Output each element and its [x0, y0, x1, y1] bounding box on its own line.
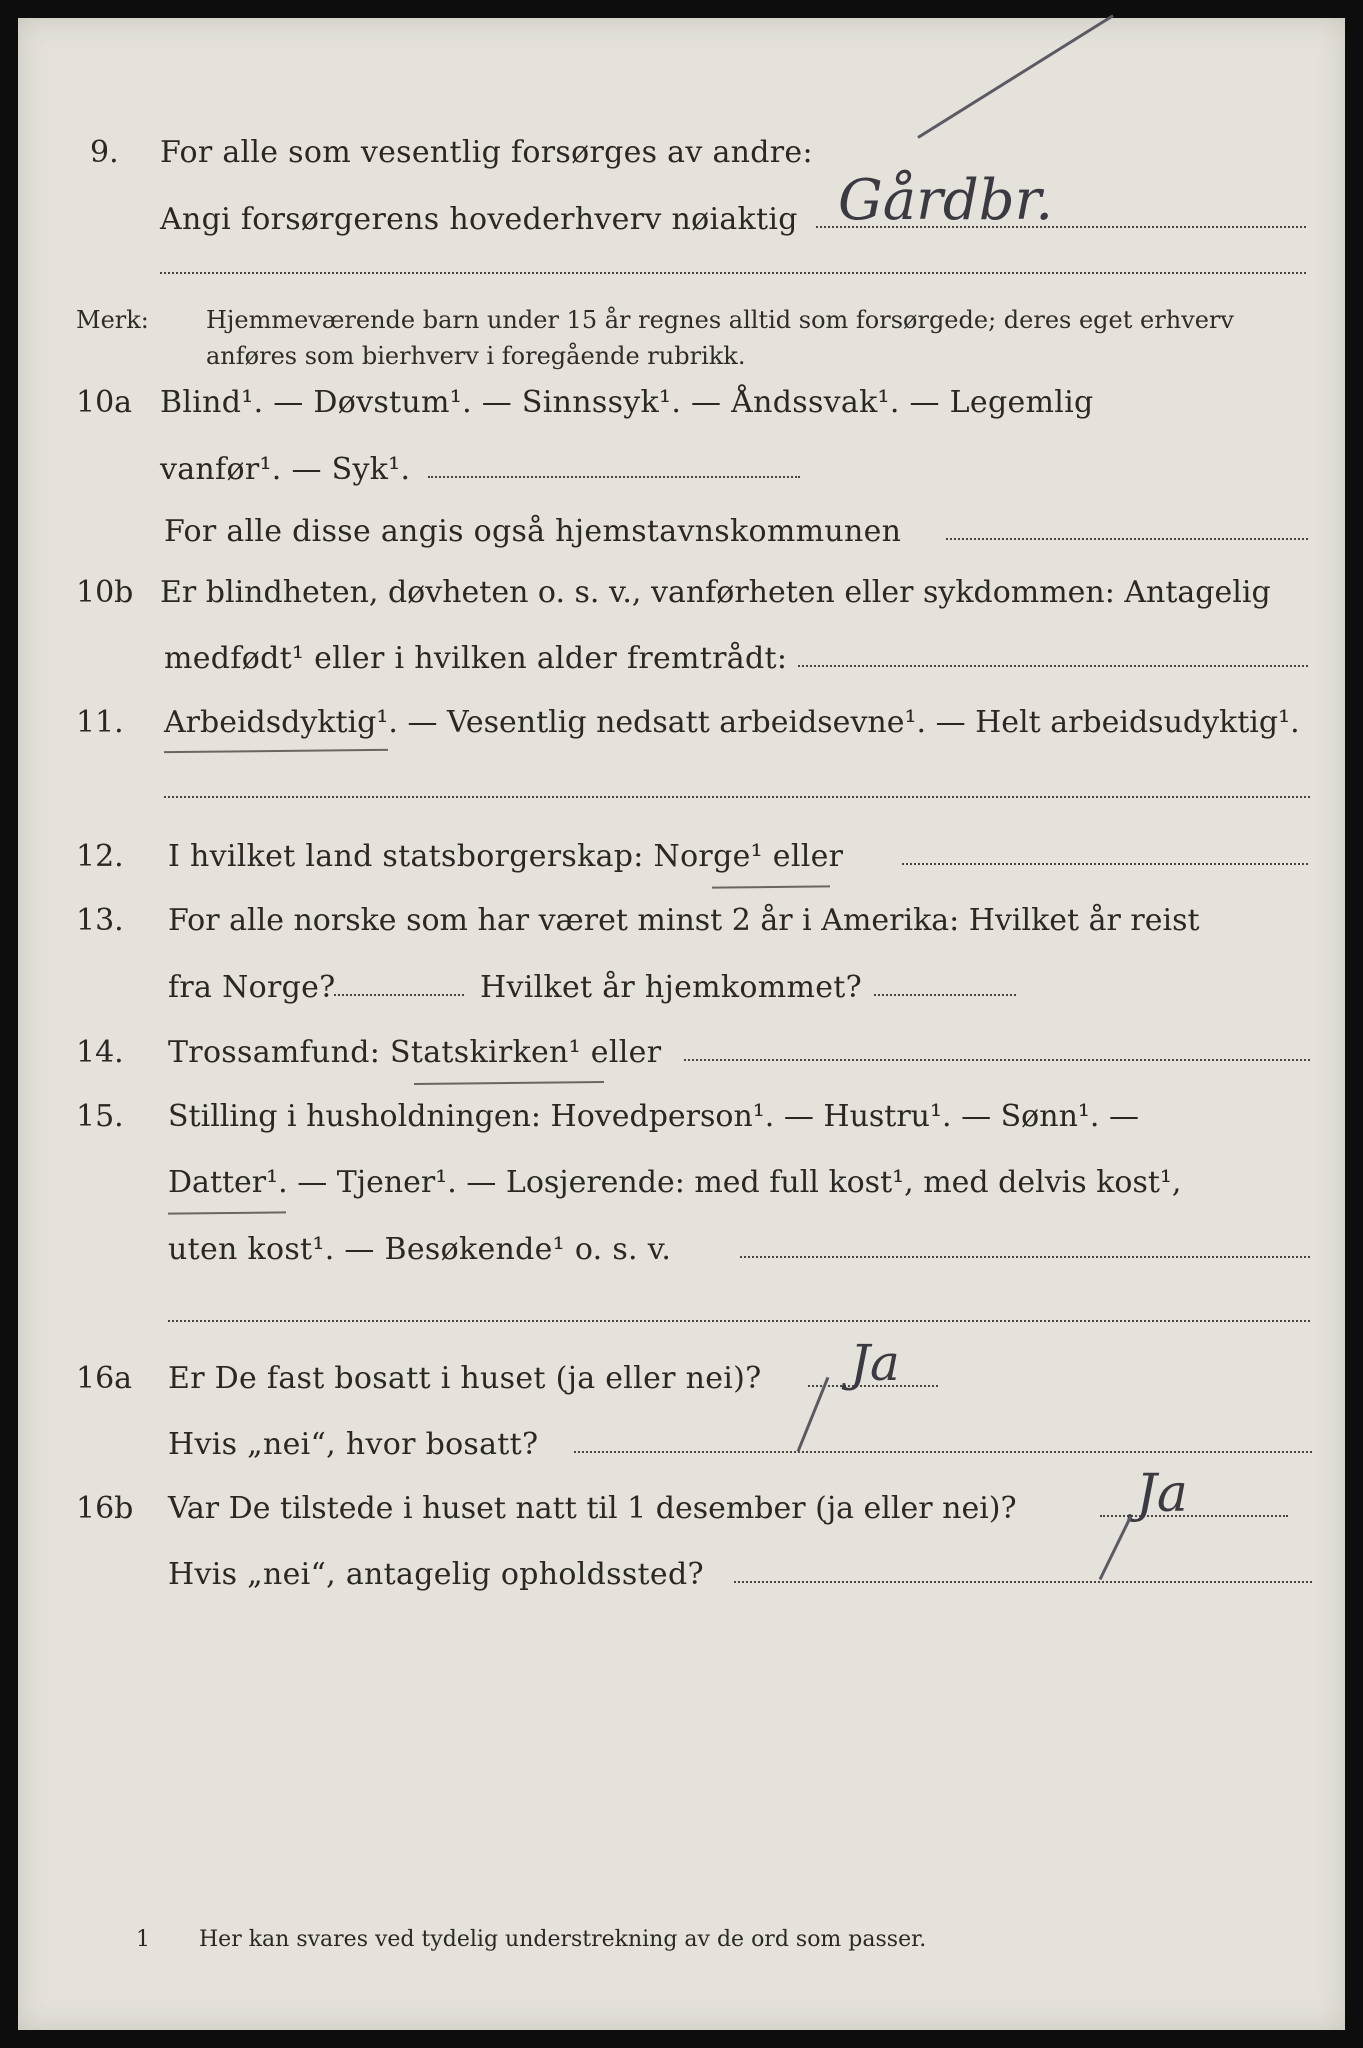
question-10b-row-2	[18, 636, 1345, 682]
note-label: Merk:	[76, 306, 149, 334]
answer-line	[168, 1320, 1310, 1322]
footnote-text: Her kan svares ved tydelig understrekning av de ord som passer.	[199, 1927, 927, 1952]
answer-line	[798, 665, 1308, 667]
question-16a-row-1	[18, 1356, 1345, 1402]
question-13-row-1	[18, 898, 1345, 944]
selection-underline	[168, 1211, 286, 1214]
question-number: 11.	[76, 705, 124, 740]
question-text: Hvis „nei“, hvor bosatt?	[168, 1427, 539, 1462]
handwritten-answer: Ja	[1136, 1464, 1188, 1524]
question-number: 10b	[76, 575, 134, 610]
census-form-page	[18, 18, 1345, 2030]
question-10a-row-1	[18, 380, 1345, 426]
question-number: 16b	[76, 1491, 134, 1526]
pen-stroke	[917, 14, 1114, 138]
question-number: 13.	[76, 903, 124, 938]
selection-underline	[712, 885, 830, 888]
question-text: medfødt¹ eller i hvilken alder fremtrådt:	[164, 641, 788, 676]
selection-underline	[164, 749, 388, 753]
question-number: 15.	[76, 1099, 124, 1134]
question-number: 16a	[76, 1361, 133, 1396]
question-text: I hvilket land statsborgerskap: Norge¹ eller	[168, 839, 844, 874]
answer-line	[946, 538, 1308, 540]
answer-line	[902, 863, 1308, 865]
answer-line	[740, 1256, 1310, 1258]
answer-line	[428, 476, 800, 478]
question-text: Er De fast bosatt i huset (ja eller nei)?	[168, 1361, 762, 1396]
question-number: 12.	[76, 839, 124, 874]
question-text: Hvis „nei“, antagelig opholdssted?	[168, 1557, 704, 1592]
footnote	[136, 1925, 926, 1955]
question-text: For alle norske som har været minst 2 år i Amerika: Hvilket år reist	[168, 903, 1200, 938]
question-text: For alle som vesentlig forsørges av andre:	[160, 135, 813, 170]
question-16b-row-2	[18, 1552, 1345, 1598]
question-text: uten kost¹. — Besøkende¹ o. s. v.	[168, 1232, 672, 1267]
question-text: Datter¹. — Tjener¹. — Losjerende: med full kost¹, med delvis kost¹,	[168, 1165, 1182, 1200]
question-9-row-1	[18, 130, 1345, 176]
answer-line	[334, 994, 464, 996]
question-text: vanfør¹. — Syk¹.	[160, 452, 411, 487]
question-10a-row-3	[18, 509, 1345, 555]
question-number: 14.	[76, 1035, 124, 1070]
answer-line	[164, 796, 1310, 798]
question-11-row-1	[18, 700, 1345, 746]
answer-line	[684, 1059, 1310, 1061]
question-text: Hvilket år hjemkommet?	[480, 970, 863, 1005]
answer-line	[574, 1451, 1312, 1453]
question-text: Stilling i husholdningen: Hovedperson¹. — Hustru¹. — Sønn¹. —	[168, 1099, 1139, 1134]
answer-line	[874, 994, 1016, 996]
question-12-row-1	[18, 834, 1345, 880]
question-text: Er blindheten, døvheten o. s. v., vanførheten eller sykdommen: Antagelig	[160, 575, 1271, 610]
question-text: Arbeidsdyktig¹. — Vesentlig nedsatt arbeidsevne¹. — Helt arbeidsudyktig¹.	[164, 705, 1300, 740]
question-15-row-2	[18, 1160, 1345, 1206]
question-16a-row-2	[18, 1422, 1345, 1468]
footnote-marker: 1	[136, 1927, 150, 1952]
question-text: For alle disse angis også hjemstavnskommunen	[164, 514, 902, 549]
question-9-row-2	[18, 197, 1345, 243]
note-text: Hjemmeværende barn under 15 år regnes alltid som forsørgede; deres eget erhverv anføres som bierhverv i foregående rubrikk.	[206, 306, 1234, 370]
question-15-row-3	[18, 1227, 1345, 1273]
question-text: Var De tilstede i huset natt til 1 desember (ja eller nei)?	[168, 1491, 1017, 1526]
question-text: fra Norge?	[168, 970, 336, 1005]
question-15-row-1	[18, 1094, 1345, 1140]
question-text: Blind¹. — Døvstum¹. — Sinnssyk¹. — Åndssvak¹. — Legemlig	[160, 385, 1094, 420]
handwritten-answer: Ja	[850, 1334, 900, 1392]
question-13-row-2	[18, 965, 1345, 1011]
question-number: 10a	[76, 385, 133, 420]
question-number: 9.	[90, 135, 119, 170]
question-10b-row-1	[18, 570, 1345, 616]
selection-underline	[414, 1081, 604, 1085]
question-text: Angi forsørgerens hovederhverv nøiaktig	[160, 202, 798, 237]
question-10a-row-2	[18, 447, 1345, 493]
question-14-row-1	[18, 1030, 1345, 1076]
answer-line	[160, 272, 1306, 274]
answer-line	[734, 1581, 1312, 1583]
handwritten-answer: Gårdbr.	[838, 168, 1054, 233]
question-text: Trossamfund: Statskirken¹ eller	[168, 1035, 662, 1070]
